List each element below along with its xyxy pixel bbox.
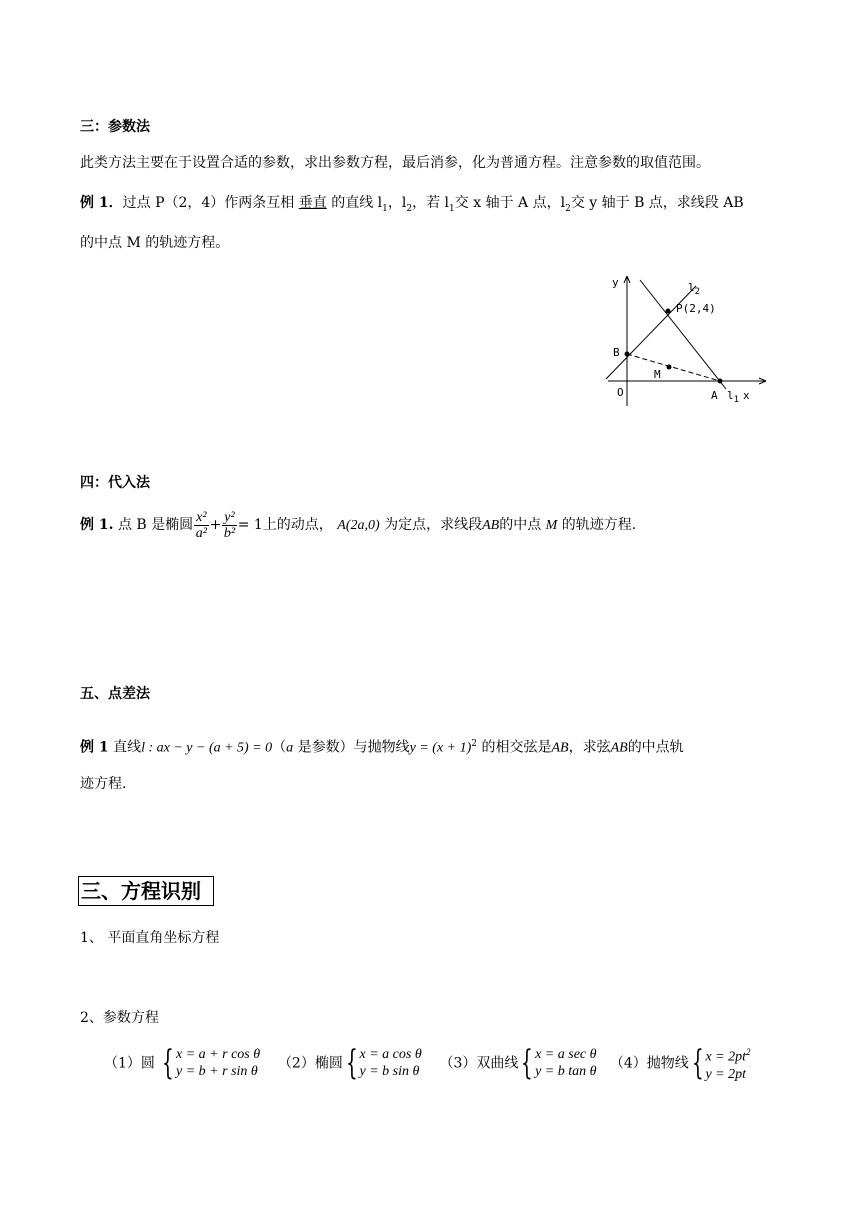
text: y = b + r sin θ: [176, 1064, 258, 1080]
subscript: 2: [565, 203, 571, 214]
label-x: x: [743, 389, 750, 402]
subscript: 1: [382, 203, 388, 214]
ellipse-system: [360, 1046, 422, 1080]
brace-icon: {: [521, 1043, 534, 1084]
point-A: [718, 379, 723, 384]
label-l1: [727, 389, 739, 405]
circle-system: [176, 1046, 260, 1080]
text: +: [209, 517, 222, 533]
superscript: 2: [746, 1047, 751, 1057]
text: l : ax − y − (a + 5) = 0: [141, 740, 273, 756]
parametric-equations-row: [104, 1044, 751, 1083]
example-label: 例 1．: [80, 195, 123, 211]
text: ，l: [387, 195, 407, 211]
text: 点 B 是椭圆: [113, 517, 194, 533]
text: 1: [733, 395, 740, 405]
text: y = b tan θ: [535, 1064, 597, 1080]
subscript: 1: [449, 203, 455, 214]
hyperbola-label: （3）双曲线: [439, 1055, 519, 1072]
text: 交 x 轴于 A 点，l: [454, 195, 566, 211]
section-title-equation-recognition: 三、方程识别: [78, 876, 214, 906]
text: 上的动点，: [262, 517, 333, 533]
text: a²: [195, 525, 207, 541]
line-l1: [640, 280, 726, 389]
text: b²: [223, 525, 236, 541]
text: （: [272, 739, 287, 756]
ellipse-label: （2）椭圆: [277, 1055, 343, 1072]
example-1-point-difference-line2: 迹方程.: [80, 776, 127, 792]
text: a: [286, 740, 294, 756]
superscript: 2: [471, 739, 478, 749]
text: x²: [196, 509, 207, 525]
text: 过点 P（2，4）作两条互相: [122, 195, 299, 211]
text: 的中点: [499, 517, 542, 533]
fraction-x2-a2: [194, 510, 208, 541]
section-heading-substitution-method: 四：代入法: [80, 475, 150, 491]
underlined-word: 垂直: [298, 195, 327, 211]
text: y = (x + 1): [409, 740, 472, 756]
text: ，若 l: [412, 195, 450, 211]
text: l: [688, 281, 695, 294]
brace-icon: {: [691, 1043, 704, 1084]
example-label: 例 1.: [80, 517, 114, 533]
text: x = a cos θ: [359, 1047, 422, 1063]
label-M: M: [654, 368, 661, 381]
section-heading-parameter-method: 三：参数法: [80, 119, 150, 135]
brace-icon: {: [162, 1043, 175, 1084]
text: 的直线 l: [326, 195, 383, 211]
text: l: [727, 389, 734, 402]
text: = 1: [237, 517, 263, 533]
label-O: O: [617, 386, 624, 399]
item-parametric-equation: 2、参数方程: [80, 1010, 159, 1026]
point-P: [666, 309, 671, 314]
text: x = a sec θ: [535, 1047, 597, 1063]
item-cartesian-equation: 1、 平面直角坐标方程: [80, 930, 220, 946]
text: AB: [551, 740, 569, 756]
text: 为定点，求线段: [384, 517, 483, 533]
label-P: P(2,4): [676, 302, 716, 315]
geometry-figure: [596, 266, 772, 412]
fraction-y2-b2: [222, 510, 236, 541]
parabola-system: [705, 1044, 750, 1083]
circle-label: （1）圆: [104, 1055, 155, 1072]
segment-AB: [627, 354, 720, 381]
example-1-substitution: [80, 506, 636, 545]
example-1-parameter-line1: [80, 193, 744, 219]
example-1-parameter-line2: 的中点 M 的轨迹方程。: [80, 235, 230, 251]
label-A: A: [711, 389, 718, 402]
point-M: [667, 365, 672, 370]
text: 直线: [108, 739, 142, 756]
text: 是参数）与抛物线: [293, 739, 410, 756]
text: M: [545, 518, 558, 533]
line-l2: [606, 286, 696, 379]
text: 2: [694, 287, 701, 297]
example-label: 例 1: [80, 739, 109, 756]
text: AB: [482, 518, 500, 533]
text: y²: [224, 509, 235, 525]
text: 交 y 轴于 B 点，求线段 AB: [570, 195, 744, 211]
text: ，求弦: [568, 739, 611, 756]
text: y = 2pt: [705, 1066, 746, 1082]
text: 的中点轨: [627, 739, 684, 756]
brace-icon: {: [345, 1043, 358, 1084]
section-heading-point-difference-method: 五、点差法: [80, 686, 150, 702]
subscript: 2: [406, 203, 413, 214]
label-l2: [688, 281, 700, 297]
label-B: B: [613, 346, 620, 359]
text: 的轨迹方程.: [561, 517, 637, 533]
text: x = 2pt: [705, 1049, 746, 1065]
point-B: [625, 352, 630, 357]
hyperbola-system: [535, 1046, 596, 1080]
text: x = a + r cos θ: [176, 1047, 261, 1063]
text: A(2a,0): [337, 518, 380, 533]
text: AB: [610, 740, 628, 756]
example-1-point-difference-line1: [80, 734, 684, 759]
text: 的相交弦是: [477, 739, 552, 756]
label-y: y: [612, 276, 619, 289]
parameter-method-intro: 此类方法主要在于设置合适的参数，求出参数方程，最后消参，化为普通方程。注意参数的取值范围。: [80, 155, 710, 171]
text: y = b sin θ: [359, 1064, 420, 1080]
parabola-label: （4）抛物线: [609, 1055, 689, 1072]
